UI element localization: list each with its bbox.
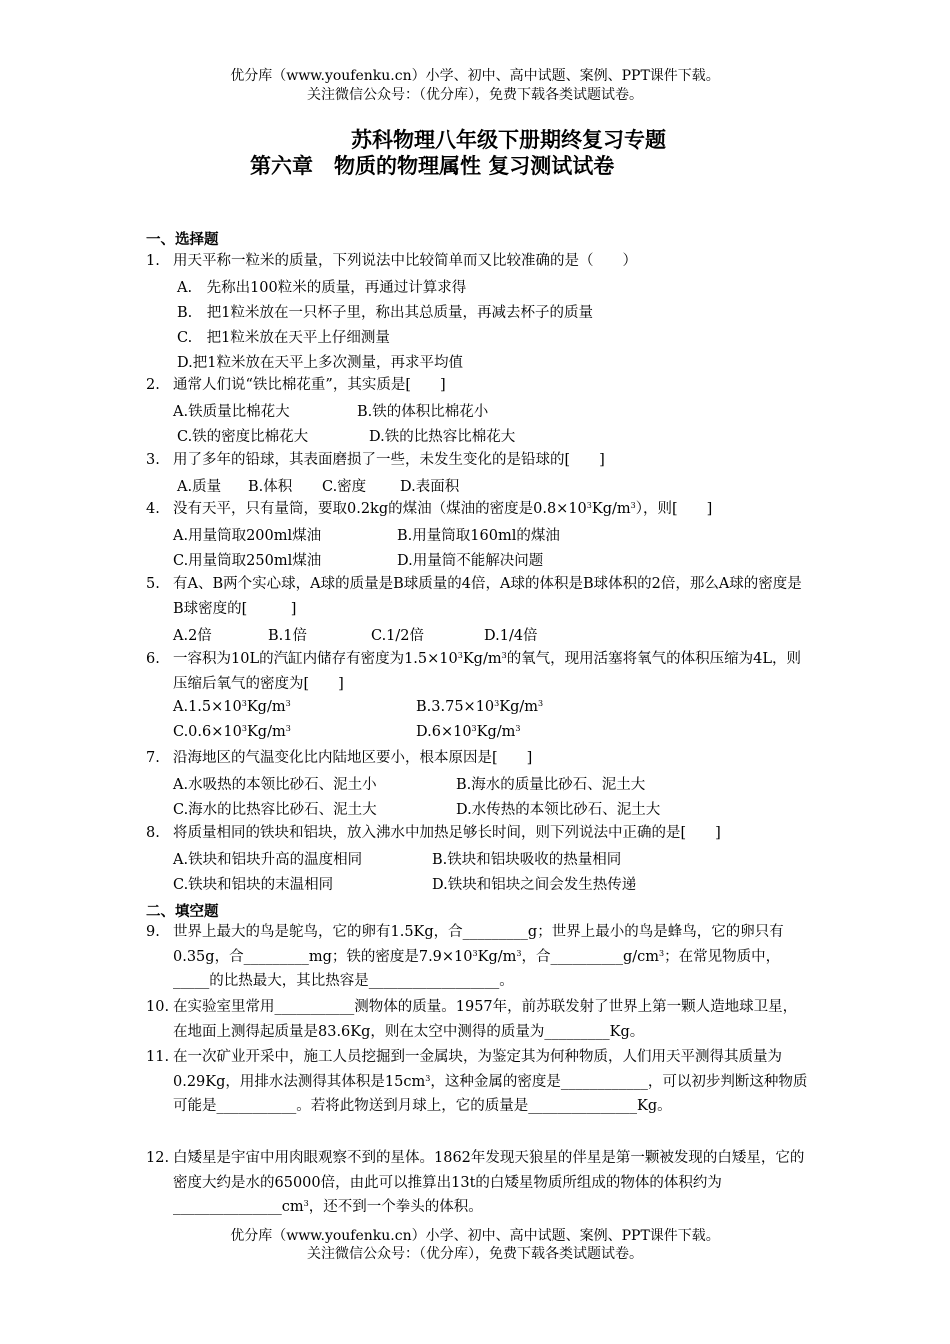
question-stem: 没有天平，只有量筒，要取0.2kg的煤油（煤油的密度是$0.8\times 10^3Kg/m^3$），则[ ]: [173, 501, 713, 517]
q1-option-a: A. 先称出100粒米的质量，再通过计算求得: [177, 280, 467, 296]
q3-option-d: D.表面积: [400, 479, 460, 495]
question-stem: 沿海地区的气温变化比内陆地区要小，根本原因是[ ]: [173, 750, 533, 766]
question-stem: 在一次矿业开采中，施工人员挖掘到一金属块，为鉴定其为何种物质，人们用天平测得其质量为0.29Kg，用排水法测得其体积是$15cm^3$，这种金属的密度是____________，可以初步判断这种物质可能是___________。若将此物送到月球上，它的质量是_______________Kg。: [173, 1049, 808, 1115]
q8-option-b: B.铁块和铝块吸收的热量相同: [432, 852, 622, 868]
question-stem: 有A、B两个实心球，A球的质量是B球质量的4倍，A球的体积是B球体积的2倍，那么A球的密度是B球密度的[ ]: [173, 576, 802, 617]
q8-option-d: D.铁块和铝块之间会发生热传递: [432, 877, 637, 893]
question-2: [146, 373, 811, 398]
question-1: [146, 249, 811, 274]
title-line-1: 苏科物理八年级下册期终复习专题: [351, 128, 666, 152]
question-4: [146, 497, 811, 522]
q4-option-a: A.用量筒取200ml煤油: [173, 528, 322, 544]
question-number: 6.: [146, 651, 160, 667]
question-9: [146, 920, 811, 994]
q6-option-a: $A.1.5\times 10^3Kg/m^3$: [173, 699, 291, 715]
q6-option-d: $D.6\times 10^3Kg/m^3$: [416, 724, 521, 740]
question-number: 5.: [146, 576, 160, 592]
question-10: [146, 995, 811, 1044]
question-number: 4.: [146, 501, 160, 517]
q5-option-b: B.1倍: [268, 628, 307, 644]
q7-option-c: C.海水的比热容比砂石、泥土大: [173, 802, 377, 818]
q1-option-c: C. 把1粒米放在天平上仔细测量: [177, 330, 390, 346]
footer-line-2: 关注微信公众号：（优分库），免费下载各类试题试卷。: [307, 1246, 643, 1262]
q4-option-c: C.用量筒取250ml煤油: [173, 553, 322, 569]
question-7: [146, 746, 811, 771]
q2-option-d: D.铁的比热容比棉花大: [369, 429, 516, 445]
title-line-2: 第六章 物质的物理属性 复习测试试卷: [250, 154, 615, 178]
question-number: 9.: [146, 924, 160, 940]
section-heading-choice: 一、选择题: [146, 232, 219, 248]
question-8: [146, 821, 811, 846]
q7-option-b: B.海水的质量比砂石、泥土大: [456, 777, 646, 793]
q8-option-a: A.铁块和铝块升高的温度相同: [173, 852, 363, 868]
q5-option-a: A.2倍: [173, 628, 212, 644]
question-number: 11.: [146, 1049, 170, 1065]
question-stem: 一容积为10L的汽缸内储存有密度为$1.5\times 10^3Kg/m^3$的氧气，现用活塞将氧气的体积压缩为4L，则压缩后氧气的密度为[ ]: [173, 651, 802, 692]
header-line-2: 关注微信公众号：（优分库），免费下载各类试题试卷。: [307, 87, 643, 103]
question-number: 3.: [146, 452, 160, 468]
question-stem: 通常人们说“铁比棉花重”，其实质是[ ]: [173, 377, 446, 393]
q2-option-b: B.铁的体积比棉花小: [357, 404, 489, 420]
q6-option-c: $C.0.6\times 10^3Kg/m^3$: [173, 724, 291, 740]
footer-line-1: 优分库（www.youfenku.cn）小学、初中、高中试题、案例、PPT课件下载。: [230, 1228, 720, 1244]
question-number: 10.: [146, 999, 170, 1015]
q3-option-a: A.质量: [177, 479, 222, 495]
q7-option-d: D.水传热的本领比砂石、泥土大: [456, 802, 661, 818]
question-3: [146, 448, 811, 473]
question-stem: 在实验室里常用___________测物体的质量。1957年，前苏联发射了世界上第一颗人造地球卫星，在地面上测得起质量是83.6Kg，则在太空中测得的质量为_________Kg。: [173, 999, 798, 1040]
q3-option-b: B.体积: [248, 479, 293, 495]
question-number: 1.: [146, 253, 160, 269]
question-number: 8.: [146, 825, 160, 841]
q5-option-d: D.1/4倍: [484, 628, 538, 644]
question-stem: 世界上最大的鸟是鸵鸟，它的卵有1.5Kg，合_________g；世界上最小的鸟是蜂鸟，它的卵只有0.35g，合_________mg；铁的密度是$7.9\times 10^3Kg/m^3$，合$\_\_\_\_\_\_\_\_\_\_g/cm^3$；在常见物质中，_____的比热最大，其比热容是__________________。: [173, 924, 784, 990]
q6-option-b: $B.3.75\times 10^3Kg/m^3$: [416, 699, 544, 715]
q8-option-c: C.铁块和铝块的末温相同: [173, 877, 334, 893]
header-line-1: 优分库（www.youfenku.cn）小学、初中、高中试题、案例、PPT课件下载。: [230, 68, 720, 84]
question-number: 2.: [146, 377, 160, 393]
q2-option-c: C.铁的密度比棉花大: [177, 429, 309, 445]
question-11: [146, 1045, 811, 1119]
q7-option-a: A.水吸热的本领比砂石、泥土小: [173, 777, 377, 793]
q1-option-d: D.把1粒米放在天平上多次测量，再求平均值: [177, 355, 463, 371]
q2-option-a: A.铁质量比棉花大: [173, 404, 290, 420]
question-stem: 白矮星是宇宙中用肉眼观察不到的星体。1862年发现天狼星的伴星是第一颗被发现的白矮星，它的密度大约是水的65000倍，由此可以推算出13t的白矮星物质所组成的物体的体积约为$\_\_\_\_\_\_\_\_\_\_\_\_\_\_\_cm^3$，还不到一个拳头的体积。: [173, 1150, 805, 1216]
question-6: [146, 647, 811, 696]
section-heading-fill: 二、填空题: [146, 904, 219, 920]
question-number: 7.: [146, 750, 160, 766]
q1-option-b: B. 把1粒米放在一只杯子里，称出其总质量，再减去杯子的质量: [177, 305, 593, 321]
q3-option-c: C.密度: [322, 479, 367, 495]
question-12: [146, 1146, 811, 1220]
q4-option-d: D.用量筒不能解决问题: [397, 553, 544, 569]
question-stem: 将质量相同的铁块和铝块，放入沸水中加热足够长时间，则下列说法中正确的是[ ]: [173, 825, 721, 841]
q5-option-c: C.1/2倍: [371, 628, 425, 644]
question-number: 12.: [146, 1150, 170, 1166]
question-stem: 用天平称一粒米的质量，下列说法中比较简单而又比较准确的是（ ）: [173, 253, 637, 269]
q4-option-b: B.用量筒取160ml的煤油: [397, 528, 560, 544]
question-stem: 用了多年的铅球，其表面磨损了一些，未发生变化的是铅球的[ ]: [173, 452, 605, 468]
question-5: [146, 572, 811, 621]
